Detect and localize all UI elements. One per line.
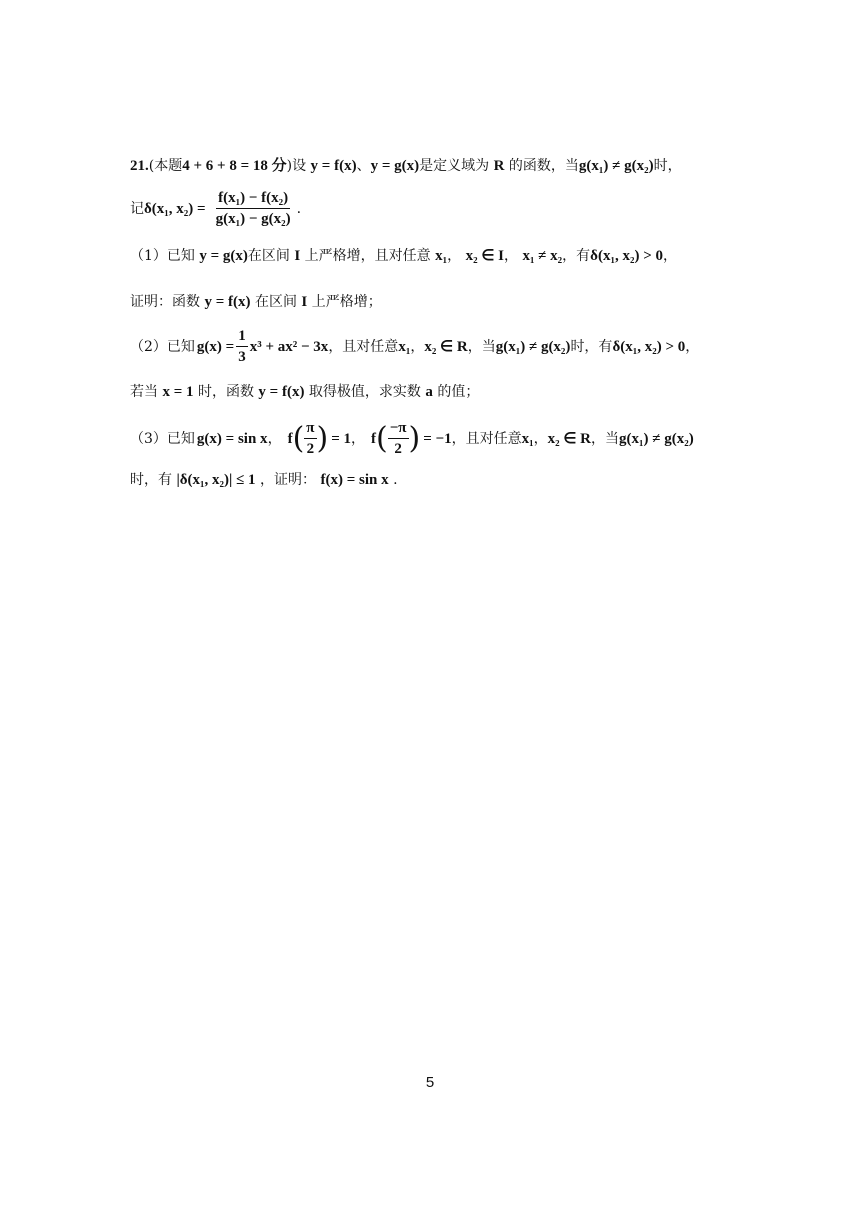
part2-frac-num: 1 xyxy=(236,326,248,347)
part2-line1 xyxy=(130,326,699,367)
points: 4 + 6 + 8 = 18 分 xyxy=(182,158,287,174)
func-g: y = g(x) xyxy=(370,158,420,174)
part3-pi-den: 2 xyxy=(306,441,315,457)
part3-comma1: ， xyxy=(267,430,282,447)
separator: 、 xyxy=(356,158,371,174)
part3-f-pi-paren-left: ( xyxy=(292,420,305,456)
fraction-numerator: f(x₁) − f(x₂) xyxy=(216,188,290,209)
part2-line2-end: 的值； xyxy=(437,384,480,400)
part3-comma3: ， xyxy=(533,430,548,447)
part1-line2-mid: 在区间 xyxy=(254,294,297,310)
part3-f-pi-paren-right: ) xyxy=(316,420,329,456)
part1-text2: 上严格增，且对任意 xyxy=(304,248,431,264)
problem-number: 21. xyxy=(130,158,149,174)
page-number: 5 xyxy=(425,1074,435,1091)
part3-pi-num: π xyxy=(304,418,316,439)
part3-f-pi-lhs: f xyxy=(287,430,293,447)
part3-f-negpi-paren-left: ( xyxy=(376,420,388,456)
part2-x2-in: x₂ ∈ R xyxy=(424,338,468,355)
part1-line2 xyxy=(130,292,382,312)
part2-g-rest: x³ + ax² − 3x xyxy=(249,338,329,355)
problem-header xyxy=(130,156,682,176)
header-after-points: )设 xyxy=(286,158,307,174)
part1-text3: ，有 xyxy=(562,248,591,264)
header-prefix: (本题 xyxy=(148,158,183,174)
def-end: . xyxy=(296,200,302,217)
delta-fraction xyxy=(214,188,293,229)
part1-line2-interval: I xyxy=(301,294,308,310)
part3-line1 xyxy=(130,418,694,459)
part3-conclusion: f(x) = sin x xyxy=(320,472,389,488)
part2-line2-mid: 时，函数 xyxy=(197,384,254,400)
part2-frac-den: 3 xyxy=(238,349,246,365)
part1-x2-in: x₂ ∈ I xyxy=(465,248,504,264)
part3-g-def: g(x) = sin x xyxy=(196,430,268,447)
part2-x1: x₁ xyxy=(398,338,411,355)
part2-text3: 时，有 xyxy=(570,338,613,355)
part3-f-negpi-paren-right: ) xyxy=(408,420,421,456)
part2-line2-func: y = f(x) xyxy=(258,384,305,400)
part3-x2-in: x₂ ∈ R xyxy=(547,430,591,447)
part2-fraction xyxy=(236,326,248,367)
part3-negpi-den: 2 xyxy=(394,441,402,457)
part2-text1: ，且对任意 xyxy=(328,338,399,355)
part2-comma: ， xyxy=(410,338,425,355)
part3-f-negpi-lhs: f xyxy=(371,430,377,447)
delta-definition xyxy=(130,188,301,229)
part3-line2 xyxy=(130,470,398,490)
part3-comma2: ， xyxy=(351,430,366,447)
part2-line2-text: 若当 xyxy=(130,384,158,400)
part1-line2-end: 上严格增； xyxy=(311,294,382,310)
part2-line2 xyxy=(130,382,479,402)
part1-line2-func: y = f(x) xyxy=(204,294,251,310)
part3-line2-end: . xyxy=(393,472,398,488)
part3-f-pi-rhs: = 1 xyxy=(331,430,352,447)
domain-text: 是定义域为 xyxy=(419,158,490,174)
part3-x1: x₁ xyxy=(521,430,534,447)
part3-line2-text: 时，有 xyxy=(130,472,172,488)
part2-text2: ，当 xyxy=(467,338,496,355)
part1-interval: I xyxy=(294,248,301,264)
domain-set: R xyxy=(493,158,505,174)
part3-f-negpi-rhs: = −1 xyxy=(423,430,452,447)
part1-x1: x₁ xyxy=(435,248,448,264)
part1-neq: x₁ ≠ x₂ xyxy=(522,248,563,264)
part1-label: （1）已知 xyxy=(130,248,195,264)
when-end: 时， xyxy=(653,158,682,174)
when-condition: g(x₁) ≠ g(x₂) xyxy=(578,158,654,174)
when-text: 的函数，当 xyxy=(508,158,579,174)
delta-lhs: δ(x₁, x₂) = xyxy=(144,200,206,217)
part2-line2-a: a xyxy=(425,384,433,400)
part2-line2-rest: 取得极值，求实数 xyxy=(308,384,421,400)
part2-line2-x: x = 1 xyxy=(162,384,194,400)
part3-abs-delta: |δ(x₁, x₂)| ≤ 1 xyxy=(176,472,256,488)
part2-delta: δ(x₁, x₂) > 0 xyxy=(612,338,686,355)
func-f: y = f(x) xyxy=(310,158,357,174)
part1-line1 xyxy=(130,246,677,266)
part1-end: ， xyxy=(663,248,677,264)
part3-cond: g(x₁) ≠ g(x₂) xyxy=(619,430,694,447)
part3-text2: ，当 xyxy=(591,430,619,447)
part1-delta: δ(x₁, x₂) > 0 xyxy=(590,248,663,264)
fraction-denominator: g(x₁) − g(x₂) xyxy=(215,211,291,227)
part2-label: （2）已知 xyxy=(130,338,195,355)
part1-comma1: ， xyxy=(447,248,462,264)
part1-text1: 在区间 xyxy=(247,248,290,264)
part3-label: （3）已知 xyxy=(130,430,195,447)
part1-line2-text: 证明：函数 xyxy=(130,294,200,310)
part1-comma2: ， xyxy=(503,248,518,264)
part2-g-lhs: g(x) = xyxy=(196,338,235,355)
part3-text1: ，且对任意 xyxy=(451,430,522,447)
part3-pi-fraction xyxy=(304,418,316,459)
part3-negpi-num: −π xyxy=(388,418,409,439)
part3-line2-mid: ，证明： xyxy=(260,472,317,488)
part2-end: ， xyxy=(685,338,700,355)
part3-negpi-fraction xyxy=(388,418,409,459)
part2-cond: g(x₁) ≠ g(x₂) xyxy=(495,338,571,355)
part1-cond1: y = g(x) xyxy=(199,248,248,264)
def-prefix: 记 xyxy=(130,200,144,217)
